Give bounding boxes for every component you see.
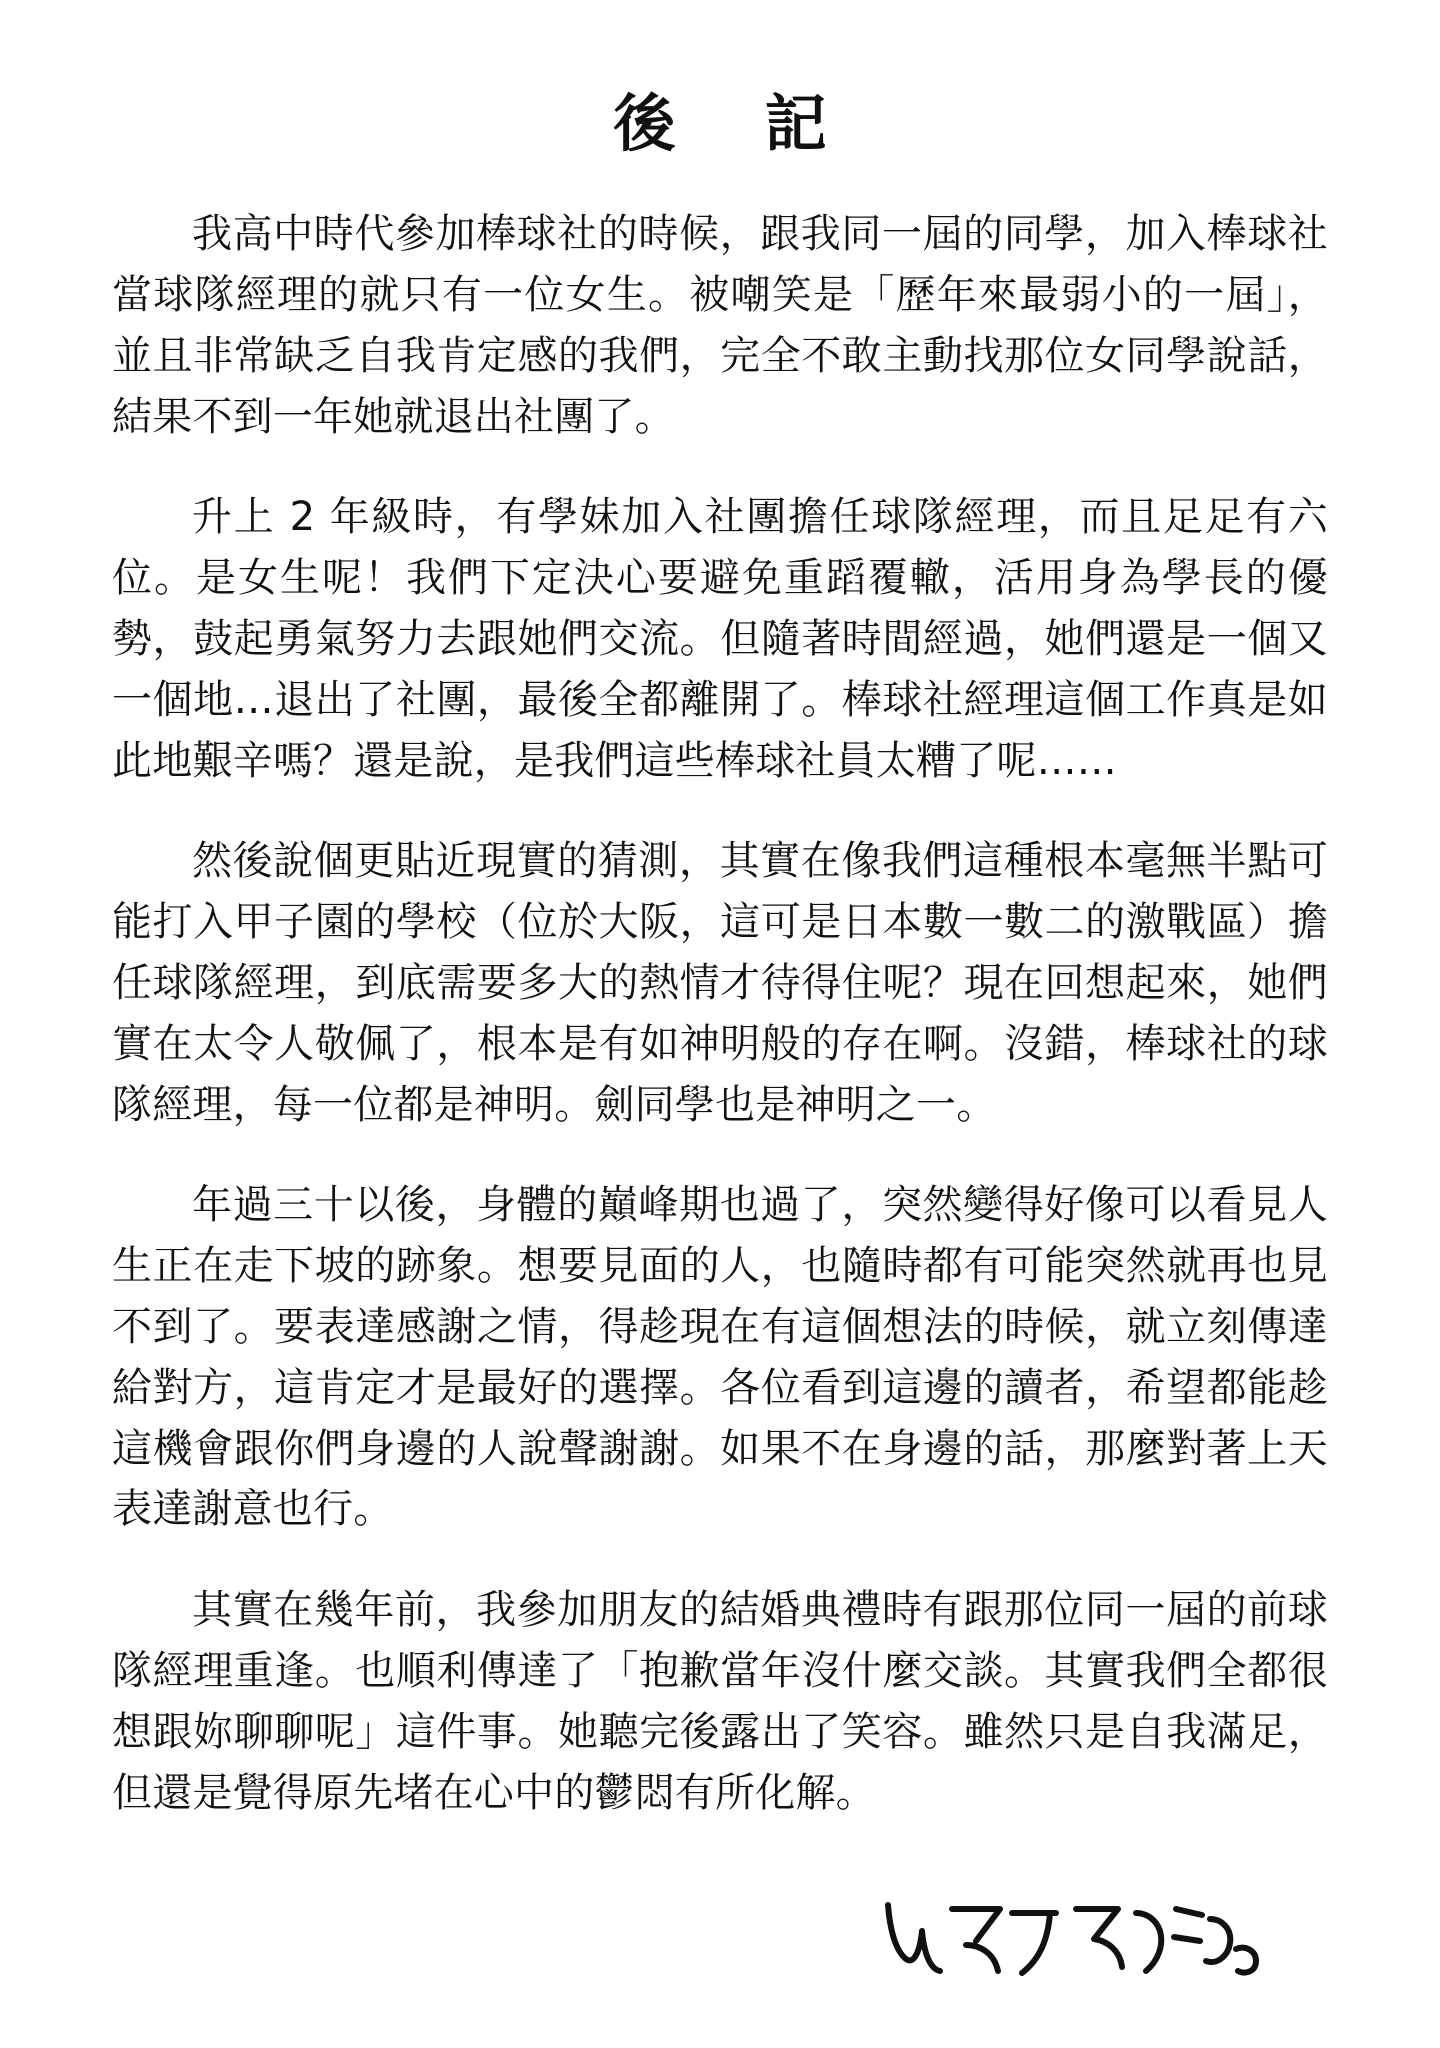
paragraph: 升上 2 年級時，有學妹加入社團擔任球隊經理，而且足足有六位。是女生呢！我們下定決心要避免重蹈覆轍，活用身為學長的優勢，鼓起勇氣努力去跟她們交流。但隨著時間經過，她們還是一個又一個地…退出了社團，最後全都離開了。棒球社經理這個工作真是如此地艱辛嗎？還是說，是我們這些棒球社員太糟了呢…… <box>112 494 1328 784</box>
signature-area <box>112 1879 1328 2009</box>
body-text <box>112 204 1328 1823</box>
paragraph: 然後說個更貼近現實的猜測，其實在像我們這種根本毫無半點可能打入甲子園的學校（位於大阪，這可是日本數一數二的激戰區）擔任球隊經理，到底需要多大的熱情才待得住呢？現在回想起來，她們實在太令人敬佩了，根本是有如神明般的存在啊。沒錯，棒球社的球隊經理，每一位都是神明。劍同學也是神明之一。 <box>112 838 1328 1128</box>
paragraph: 年過三十以後，身體的巔峰期也過了，突然變得好像可以看見人生正在走下坡的跡象。想要見面的人，也隨時都有可能突然就再也見不到了。要表達感謝之情，得趁現在有這個想法的時候，就立刻傳達給對方，這肯定才是最好的選擇。各位看到這邊的讀者，希望都能趁這機會跟你們身邊的人說聲謝謝。如果不在身邊的話，那麼對著上天表達謝意也行。 <box>112 1182 1328 1533</box>
paragraph: 我高中時代參加棒球社的時候，跟我同一屆的同學，加入棒球社當球隊經理的就只有一位女生。被嘲笑是「歷年來最弱小的一屆」，並且非常缺乏自我肯定感的我們，完全不敢主動找那位女同學說話，結果不到一年她就退出社團了。 <box>112 211 1328 440</box>
page-title: 後 記 <box>613 87 841 160</box>
paragraph: 其實在幾年前，我參加朋友的結婚典禮時有跟那位同一屆的前球隊經理重逢。也順利傳達了「抱歉當年沒什麼交談。其實我們全都很想跟妳聊聊呢」這件事。她聽完後露出了笑容。雖然只是自我滿足，但還是覺得原先堵在心中的鬱悶有所化解。 <box>112 1587 1328 1816</box>
